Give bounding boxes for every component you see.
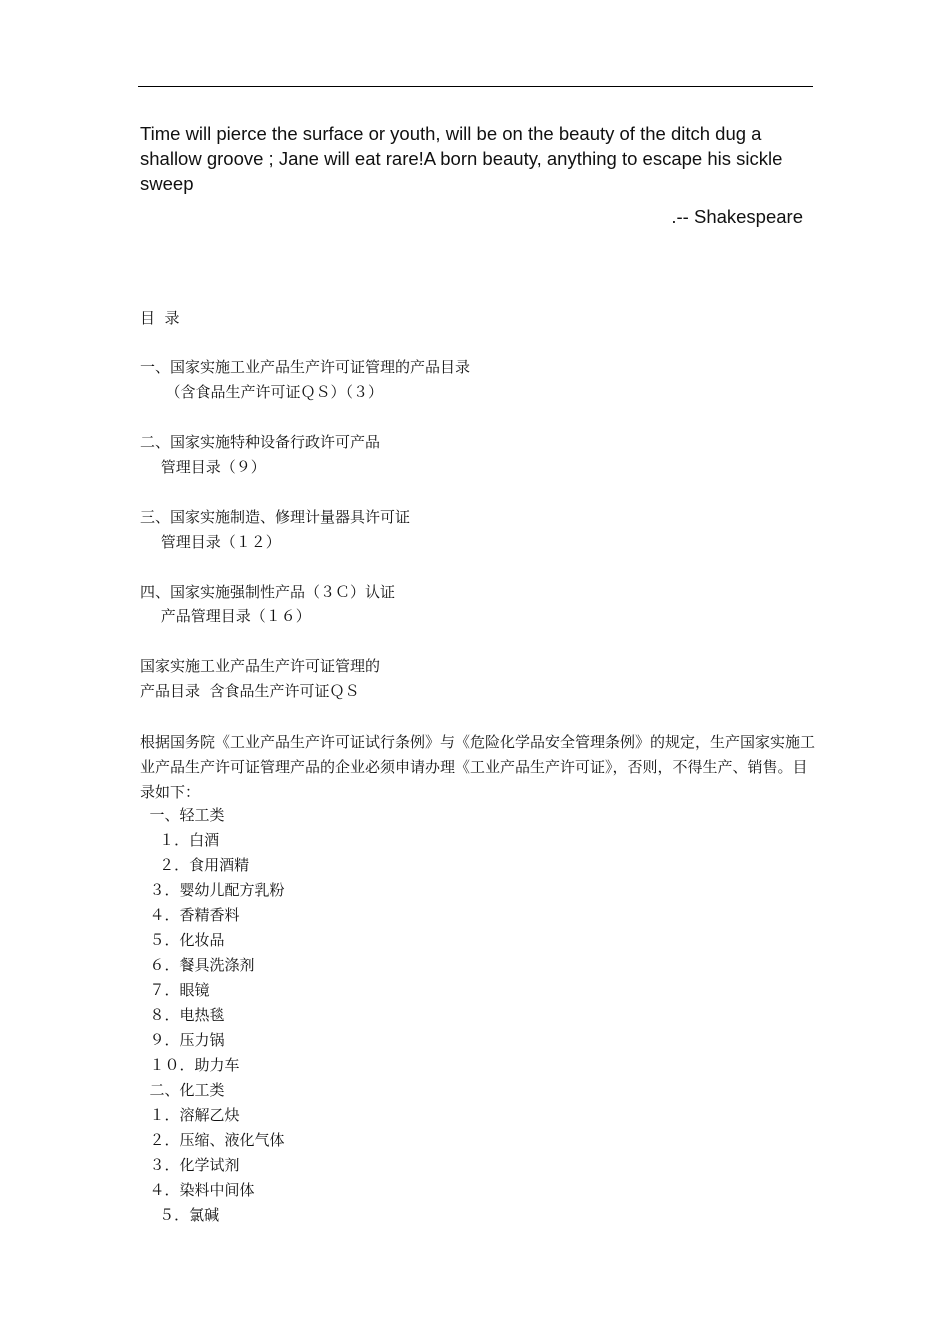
toc-item-3-line1: 三、国家实施制造、修理计量器具许可证 [140,508,411,526]
section-title-line1: 国家实施工业产品生产许可证管理的 [140,657,381,675]
toc-item-4-line2: 产品管理目录（１６） [156,607,311,625]
section-title-line2: 产品目录 含食品生产许可证ＱＳ [140,682,360,700]
list-item: １．白酒 [140,831,220,849]
list-item: ４．香精香料 [140,906,240,924]
toc-item-2-line2: 管理目录（９） [156,458,266,476]
list-item: ７．眼镜 [140,981,210,999]
list-item: ３．化学试剂 [140,1156,240,1174]
list-item: 二、化工类 [140,1081,225,1099]
list-item: ５．氯碱 [140,1206,220,1224]
toc-item-3-line2: 管理目录（１２） [156,533,281,551]
list-item: ６．餐具洗涤剂 [140,956,255,974]
toc-heading: 目 录 [140,309,180,327]
quote-attribution: .-- Shakespeare [671,206,803,227]
list-item: ４．染料中间体 [140,1181,255,1199]
quote-text: Time will pierce the surface or youth, will be on the beauty of the ditch dug a shallow groove ; Jane will eat rare!A born beauty, anything to escape his sickle sweep [140,123,783,194]
list-item: 一、轻工类 [140,806,225,824]
list-item: ２．压缩、液化气体 [140,1131,285,1149]
list-item: １０．助力车 [140,1056,240,1074]
list-item: ９．压力锅 [140,1031,225,1049]
section-intro: 根据国务院《工业产品生产许可证试行条例》与《危险化学品安全管理条例》的规定，生产国家实施工业产品生产许可证管理产品的企业必须申请办理《工业产品生产许可证》，否则，不得生产、销售。目录如下： [140,733,816,801]
toc-item-1-line2: （含食品生产许可证ＱＳ）（３） [156,383,384,401]
list-item: １．溶解乙炔 [140,1106,240,1124]
toc-item-4-line1: 四、国家实施强制性产品（３Ｃ）认证 [140,583,396,601]
list-item: ２．食用酒精 [140,856,250,874]
list-item: ３．婴幼儿配方乳粉 [140,881,285,899]
list-item: ５．化妆品 [140,931,225,949]
list-item: ８．电热毯 [140,1006,225,1024]
toc-item-2-line1: 二、国家实施特种设备行政许可产品 [140,433,381,451]
header-rule [138,86,813,87]
toc-item-1-line1: 一、国家实施工业产品生产许可证管理的产品目录 [140,358,471,376]
